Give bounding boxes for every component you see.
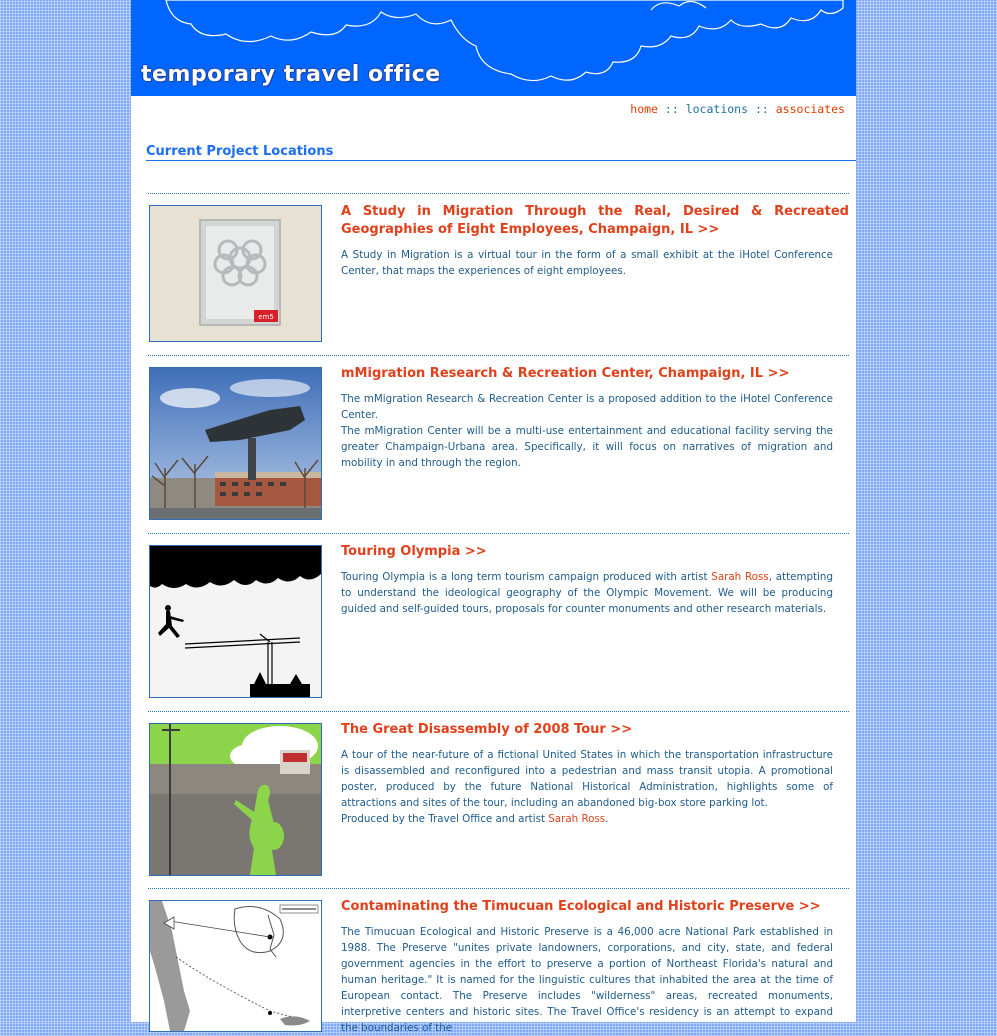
- project-divider: [148, 193, 849, 194]
- flower-artwork-photo: [150, 206, 321, 341]
- project-thumbnail[interactable]: [149, 900, 322, 1032]
- project-description-text: The Timucuan Ecological and Historic Preserve is a 46,000 acre National Park established in 1988. The Preserve "unites private landowners, corporations, and city, state, and federal government agencies in the effort to preserve a portion of Northeast Florida's natural and human heritage." It is named for the linguistic cultures that inhabited the area at the time of European contact. The Preserve includes "wilderness" areas, recreated monuments, interpretive centers and historic sites. The Travel Office's residency is an attempt to expand the boundaries of the: [341, 926, 833, 1034]
- section-heading: Current Project Locations: [146, 144, 856, 161]
- project-description-text: A tour of the near-future of a fictional United States in which the transportation infrastructure is disassembled and reconfigured into a pedestrian and mass transit utopia. A promotional poster, produced by the future National Historical Administration, highlights some of attractions and sites of the tour, including an abandoned big-box store parking lot.: [341, 749, 833, 809]
- project-thumbnail[interactable]: [149, 367, 322, 520]
- nav-associates-link[interactable]: associates: [775, 102, 845, 116]
- project-divider: [148, 888, 849, 889]
- project-thumbnail[interactable]: [149, 205, 322, 342]
- project-description-text: The mMigration Center will be a multi-use entertainment and educational facility serving the greater Champaign-Urbana area. Specifically, it will focus on narratives of migration and mobility in and through the region.: [341, 425, 833, 469]
- top-nav: [630, 102, 845, 116]
- nav-locations-link[interactable]: locations: [685, 102, 749, 116]
- timucuan-map-illustration: [150, 901, 321, 1031]
- credit-text-end: .: [605, 813, 609, 825]
- header-banner: [131, 0, 856, 96]
- project-thumbnail[interactable]: [149, 545, 322, 698]
- project-title-link[interactable]: A Study in Migration Through the Real, Desired & Recreated Geographies of Eight Employees, Champaign, IL >>: [341, 204, 849, 237]
- credit-text-start: Produced by the Travel Office and artist: [341, 813, 549, 825]
- project-title[interactable]: [341, 721, 849, 739]
- project-description-text: A Study in Migration is a virtual tour in the form of a small exhibit at the iHotel Conference Center, that maps the experiences of eight employees.: [341, 249, 833, 277]
- nav-separator: ::: [664, 102, 679, 116]
- project-divider: [148, 355, 849, 356]
- project-credit: [341, 811, 833, 827]
- project-title[interactable]: [341, 365, 849, 383]
- project-description-text: The mMigration Research & Recreation Center is a proposed addition to the iHotel Conference Center.: [341, 393, 833, 421]
- project-description: [341, 569, 833, 617]
- description-text-start: Touring Olympia is a long term tourism campaign produced with artist: [341, 571, 712, 583]
- artist-link-sarah-ross[interactable]: Sarah Ross: [548, 813, 606, 825]
- page-container: [131, 0, 856, 1034]
- project-description-text: [341, 569, 833, 617]
- site-logo-title[interactable]: temporary travel office: [141, 62, 441, 87]
- project-title-link[interactable]: mMigration Research & Recreation Center, Champaign, IL >>: [341, 366, 790, 381]
- touring-olympia-illustration: [150, 546, 321, 697]
- thumb-label: em5: [258, 313, 274, 321]
- nav-separator: ::: [754, 102, 769, 116]
- project-description: [341, 391, 833, 471]
- project-thumbnail[interactable]: [149, 723, 322, 876]
- project-title-link[interactable]: The Great Disassembly of 2008 Tour >>: [341, 722, 633, 737]
- project-divider: [148, 711, 849, 712]
- project-title[interactable]: [341, 543, 849, 561]
- artist-link-sarah-ross[interactable]: Sarah Ross: [711, 571, 769, 583]
- great-disassembly-poster: [150, 724, 321, 875]
- project-description: [341, 247, 833, 279]
- project-title[interactable]: [341, 203, 849, 239]
- project-title-link[interactable]: Contaminating the Timucuan Ecological and Historic Preserve >>: [341, 899, 821, 914]
- nav-home-link[interactable]: home: [630, 102, 658, 116]
- cloud-outline-small: [651, 1, 706, 10]
- project-title[interactable]: [341, 898, 849, 916]
- project-description: [341, 747, 833, 827]
- description-text-end: , attempting to understand the ideological geography of the Olympic Movement. We will be producing guided and self-guided tours, proposals for counter monuments and other research materials.: [341, 571, 833, 615]
- project-description: [341, 924, 833, 1036]
- project-title-link[interactable]: Touring Olympia >>: [341, 544, 487, 559]
- migration-center-photo: [150, 368, 321, 519]
- project-divider: [148, 533, 849, 534]
